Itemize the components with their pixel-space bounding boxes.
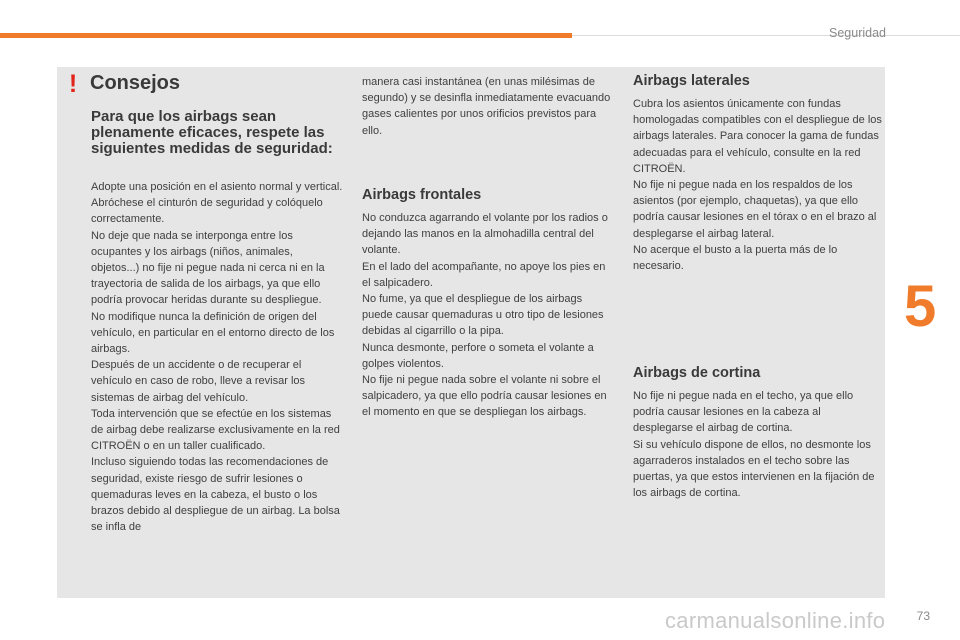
curtain-airbags-heading: Airbags de cortina: [633, 365, 761, 381]
frontal-airbags-text: No conduzca agarrando el volante por los radios o dejando las manos en la almohadilla central del volante. En el lado del acompañante, no apoye los pies en el salpicadero. No fume, ya que el despliegue de los airbags puede causar quemaduras u otro tipo de lesiones debidas al cigarrillo o la pipa. Nunca desmonte, perfore o someta el volante a golpes violentos. No fije ni pegue nada sobre el volante ni sobre el salpicadero, ya que ello podría causar lesiones en el momento en que se despliegan los airbags.: [362, 212, 608, 419]
advice-text-column-2: manera casi instantánea (en unas milésimas de segundo) y se desinfla inmediatamente evacuando gases calientes por unos orificios previstos para ello.: [362, 76, 611, 137]
panel-title: Consejos: [90, 72, 181, 94]
panel-subtitle: Para que los airbags sean plenamente eficaces, respete las siguientes medidas de seguridad:: [91, 108, 333, 157]
section-title: Seguridad: [829, 26, 886, 40]
frontal-airbags-heading: Airbags frontales: [362, 187, 482, 203]
chapter-number: 5: [904, 274, 937, 339]
advice-text-column-1: Adopte una posición en el asiento normal y vertical. Abróchese el cinturón de seguridad y colóquelo correctamente. No deje que nada se interponga entre los ocupantes y los airbags (niños, animales, objetos...) no fije ni pegue nada ni cerca ni en la trayectoria de salida de los airbags, ya que ello podría provocar heridas durante su despliegue. No modifique nunca la definición de origen del vehículo, en particular en el entorno directo de los airbags. Después de un accidente o de recuperar el vehículo en caso de robo, lleve a revisar los sistemas de airbag del vehículo. Toda intervención que se efectúe en los sistemas de airbag debe realizarse exclusivamente en la red CITROËN o en un taller cualificado. Incluso siguiendo todas las recomendaciones de seguridad, existe riesgo de sufrir lesiones o quemaduras leves en la cabeza, el busto o los brazos debido al despliegue de un airbag. La bolsa se infla de: [91, 181, 343, 534]
header-rule: [572, 35, 960, 36]
watermark: carmanualsonline.info: [665, 608, 886, 633]
warning-icon: !: [68, 70, 78, 98]
curtain-airbags-text: No fije ni pegue nada en el techo, ya que ello podría causar lesiones en la cabeza al desplegarse el airbag de cortina. Si su vehículo dispone de ellos, no desmonte los agarraderos instalados en el techo sobre las puertas, ya que estos intervienen en la fijación de los airbags de cortina.: [633, 390, 875, 500]
header-accent-bar: [0, 33, 572, 38]
page-number: 73: [916, 609, 930, 623]
side-airbags-text: Cubra los asientos únicamente con fundas homologadas compatibles con el despliegue de los airbags laterales. Para conocer la gama de fundas adecuadas para el vehículo, consulte en la red CITROËN. No fije ni pegue nada en los respaldos de los asientos (por ejemplo, chaquetas), ya que ello podría causar lesiones en el tórax o en el brazo al desplegarse el airbag lateral. No acerque el busto a la puerta más de lo necesario.: [633, 98, 882, 273]
side-airbags-heading: Airbags laterales: [633, 73, 750, 89]
